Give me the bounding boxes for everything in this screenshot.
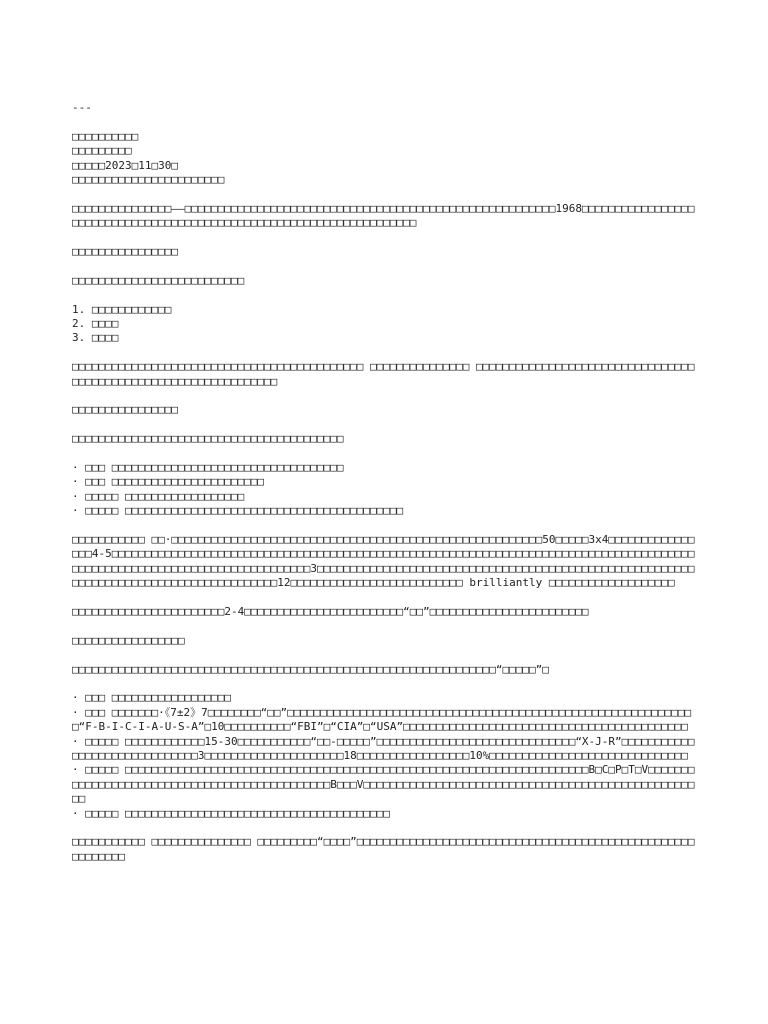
list-item: · □□□□□ □□□□□□□□□□□□15-30□□□□□□□□□□□“□□-□□□□□”□□□□□□□□□□□□□□□□□□□□□□□□□□□□□□“X-J-R”□□□□□□□□□□□□□□□□□□□□□□□□□□□□□□3□□□□□□□□□□□□□□□□□□□□□18□□□□□□□□□□□□□□□□□10%□□□□□□□□□□□□□□□□□□□□□□□□□□□□□□ <box>72 734 695 763</box>
list-item: 1. □□□□□□□□□□□□ <box>72 302 172 316</box>
list-item: · □□□ □□□□□□□□□□□□□□□□□□□□□□□□□□□□□□□□□□□ <box>72 461 344 475</box>
list-item: · □□□□□ □□□□□□□□□□□□□□□□□□□□□□□□□□□□□□□□□□□□□□□□ <box>72 806 390 820</box>
list-item: · □□□ □□□□□□□·《7±2》7□□□□□□□□“□□”□□□□□□□□□□□□□□□□□□□□□□□□□□□□□□□□□□□□□□□□□□□□□□□□□□□□□□□□□□□□□□“F-B-I-C-I-A-U-S-A”□10□□□□□□□□□□“FBI”□“CIA”□“USA”□□□□□□□□□□□□□□□□□□□□□□□□□□□□□□□□□□□□□□□□□□□ <box>72 705 692 734</box>
section-1-heading: □□□□□□□□□□□□□□□□ <box>72 245 178 259</box>
section-3-bullet-list <box>72 691 700 821</box>
section-2-note: □□□□□□□□□□□□□□□□□□□□□□□2-4□□□□□□□□□□□□□□□□□□□□□□□□“□□”□□□□□□□□□□□□□□□□□□□□□□□□ <box>72 605 589 619</box>
list-item: 2. □□□□ <box>72 317 119 331</box>
list-item: · □□□□□ □□□□□□□□□□□□□□□□□□ <box>72 489 245 503</box>
section-1-lead: □□□□□□□□□□□□□□□□□□□□□□□□□□ <box>72 273 245 287</box>
list-item: · □□□ □□□□□□□□□□□□□□□□□□ <box>72 691 231 705</box>
spacer <box>72 115 700 129</box>
document-page <box>72 101 700 879</box>
separator-line: --- <box>72 101 92 114</box>
section-2-heading: □□□□□□□□□□□□□□□□ <box>72 403 178 417</box>
document-subtitle: □□□□□□□□□□□□□□□□□□□□□□□ <box>72 173 225 187</box>
document-author: □□□□□□□□□ <box>72 144 132 158</box>
section-2-lead: □□□□□□□□□□□□□□□□□□□□□□□□□□□□□□□□□□□□□□□□□ <box>72 432 344 446</box>
section-3-lead: □□□□□□□□□□□□□□□□□□□□□□□□□□□□□□□□□□□□□□□□□□□□□□□□□□□□□□□□□□□□□□□□“□□□□□”□ <box>72 662 549 676</box>
section-3-body: □□□□□□□□□□□ □□□□□□□□□□□□□□□ □□□□□□□□□“□□□□”□□□□□□□□□□□□□□□□□□□□□□□□□□□□□□□□□□□□□□□□□□□□□□□□□□□□□□□□□□□ <box>72 835 695 863</box>
section-3-heading: □□□□□□□□□□□□□□□□□ <box>72 633 185 647</box>
spacer <box>72 187 700 201</box>
document-date: □□□□□2023□11□30□ <box>72 158 178 172</box>
section-1-body: □□□□□□□□□□□□□□□□□□□□□□□□□□□□□□□□□□□□□□□□□□□□ □□□□□□□□□□□□□□□ □□□□□□□□□□□□□□□□□□□□□□□□□□□□□□□□□□□□□□□□□□□□□□□□□□□□□□□□□□□□□□□□ <box>72 360 695 388</box>
list-item: · □□□□□ □□□□□□□□□□□□□□□□□□□□□□□□□□□□□□□□□□□□□□□□□□ <box>72 504 404 518</box>
list-item: 3. □□□□ <box>72 331 119 345</box>
document-title: □□□□□□□□□□ <box>72 129 139 143</box>
section-2-body: □□□□□□□□□□□ □□·□□□□□□□□□□□□□□□□□□□□□□□□□□□□□□□□□□□□□□□□□□□□□□□□□□□□□□□□50□□□□□3x4□□□□□□□□□□□□□□□□4-5□□□□□□□□□□□□□□□□□□□□□□□□□□□□□□□□□□□□□□□□□□□□□□□□□□□□□□□□□□□□□□□□□□□□□□□□□□□□□□□□□□□□□□□□□□□□□□□□□□□□□□□□□□□□□□□□□□□□□□□□□□□□3□□□□□□□□□□□□□□□□□□□□□□□□□□□□□□□□□□□□□□□□□□□□□□□□□□□□□□□□□□□□□□□□□□□□□□□□□□□□□□□□□□□□□□□□12□□□□□□□□□□□□□□□□□□□□□□□□□□ brilliantly □□□□□□□□□□□□□□□□□□□ <box>72 533 695 590</box>
section-2-bullet-list <box>72 461 700 519</box>
section-1-numbered-list <box>72 303 700 346</box>
list-item: · □□□□□ □□□□□□□□□□□□□□□□□□□□□□□□□□□□□□□□□□□□□□□□□□□□□□□□□□□□□□□□□□□□□□□□□□□□□□B□C□P□T□V□□□□□□□□□□□□□□□□□□□□□□□□□□□□□□□□□□□□□□□□□□□□□□B□□□V□□□□□□□□□□□□□□□□□□□□□□□□□□□□□□□□□□□□□□□□□□□□□□□□□□□□ <box>72 763 695 806</box>
list-item: · □□□ □□□□□□□□□□□□□□□□□□□□□□□ <box>72 475 265 489</box>
intro-paragraph: □□□□□□□□□□□□□□□——□□□□□□□□□□□□□□□□□□□□□□□□□□□□□□□□□□□□□□□□□□□□□□□□□□□□□□□□1968□□□□□□□□□□□□□□□□□□□□□□□□□□□□□□□□□□□□□□□□□□□□□□□□□□□□□□□□□□□□□□□□□□□□□ <box>72 201 695 230</box>
